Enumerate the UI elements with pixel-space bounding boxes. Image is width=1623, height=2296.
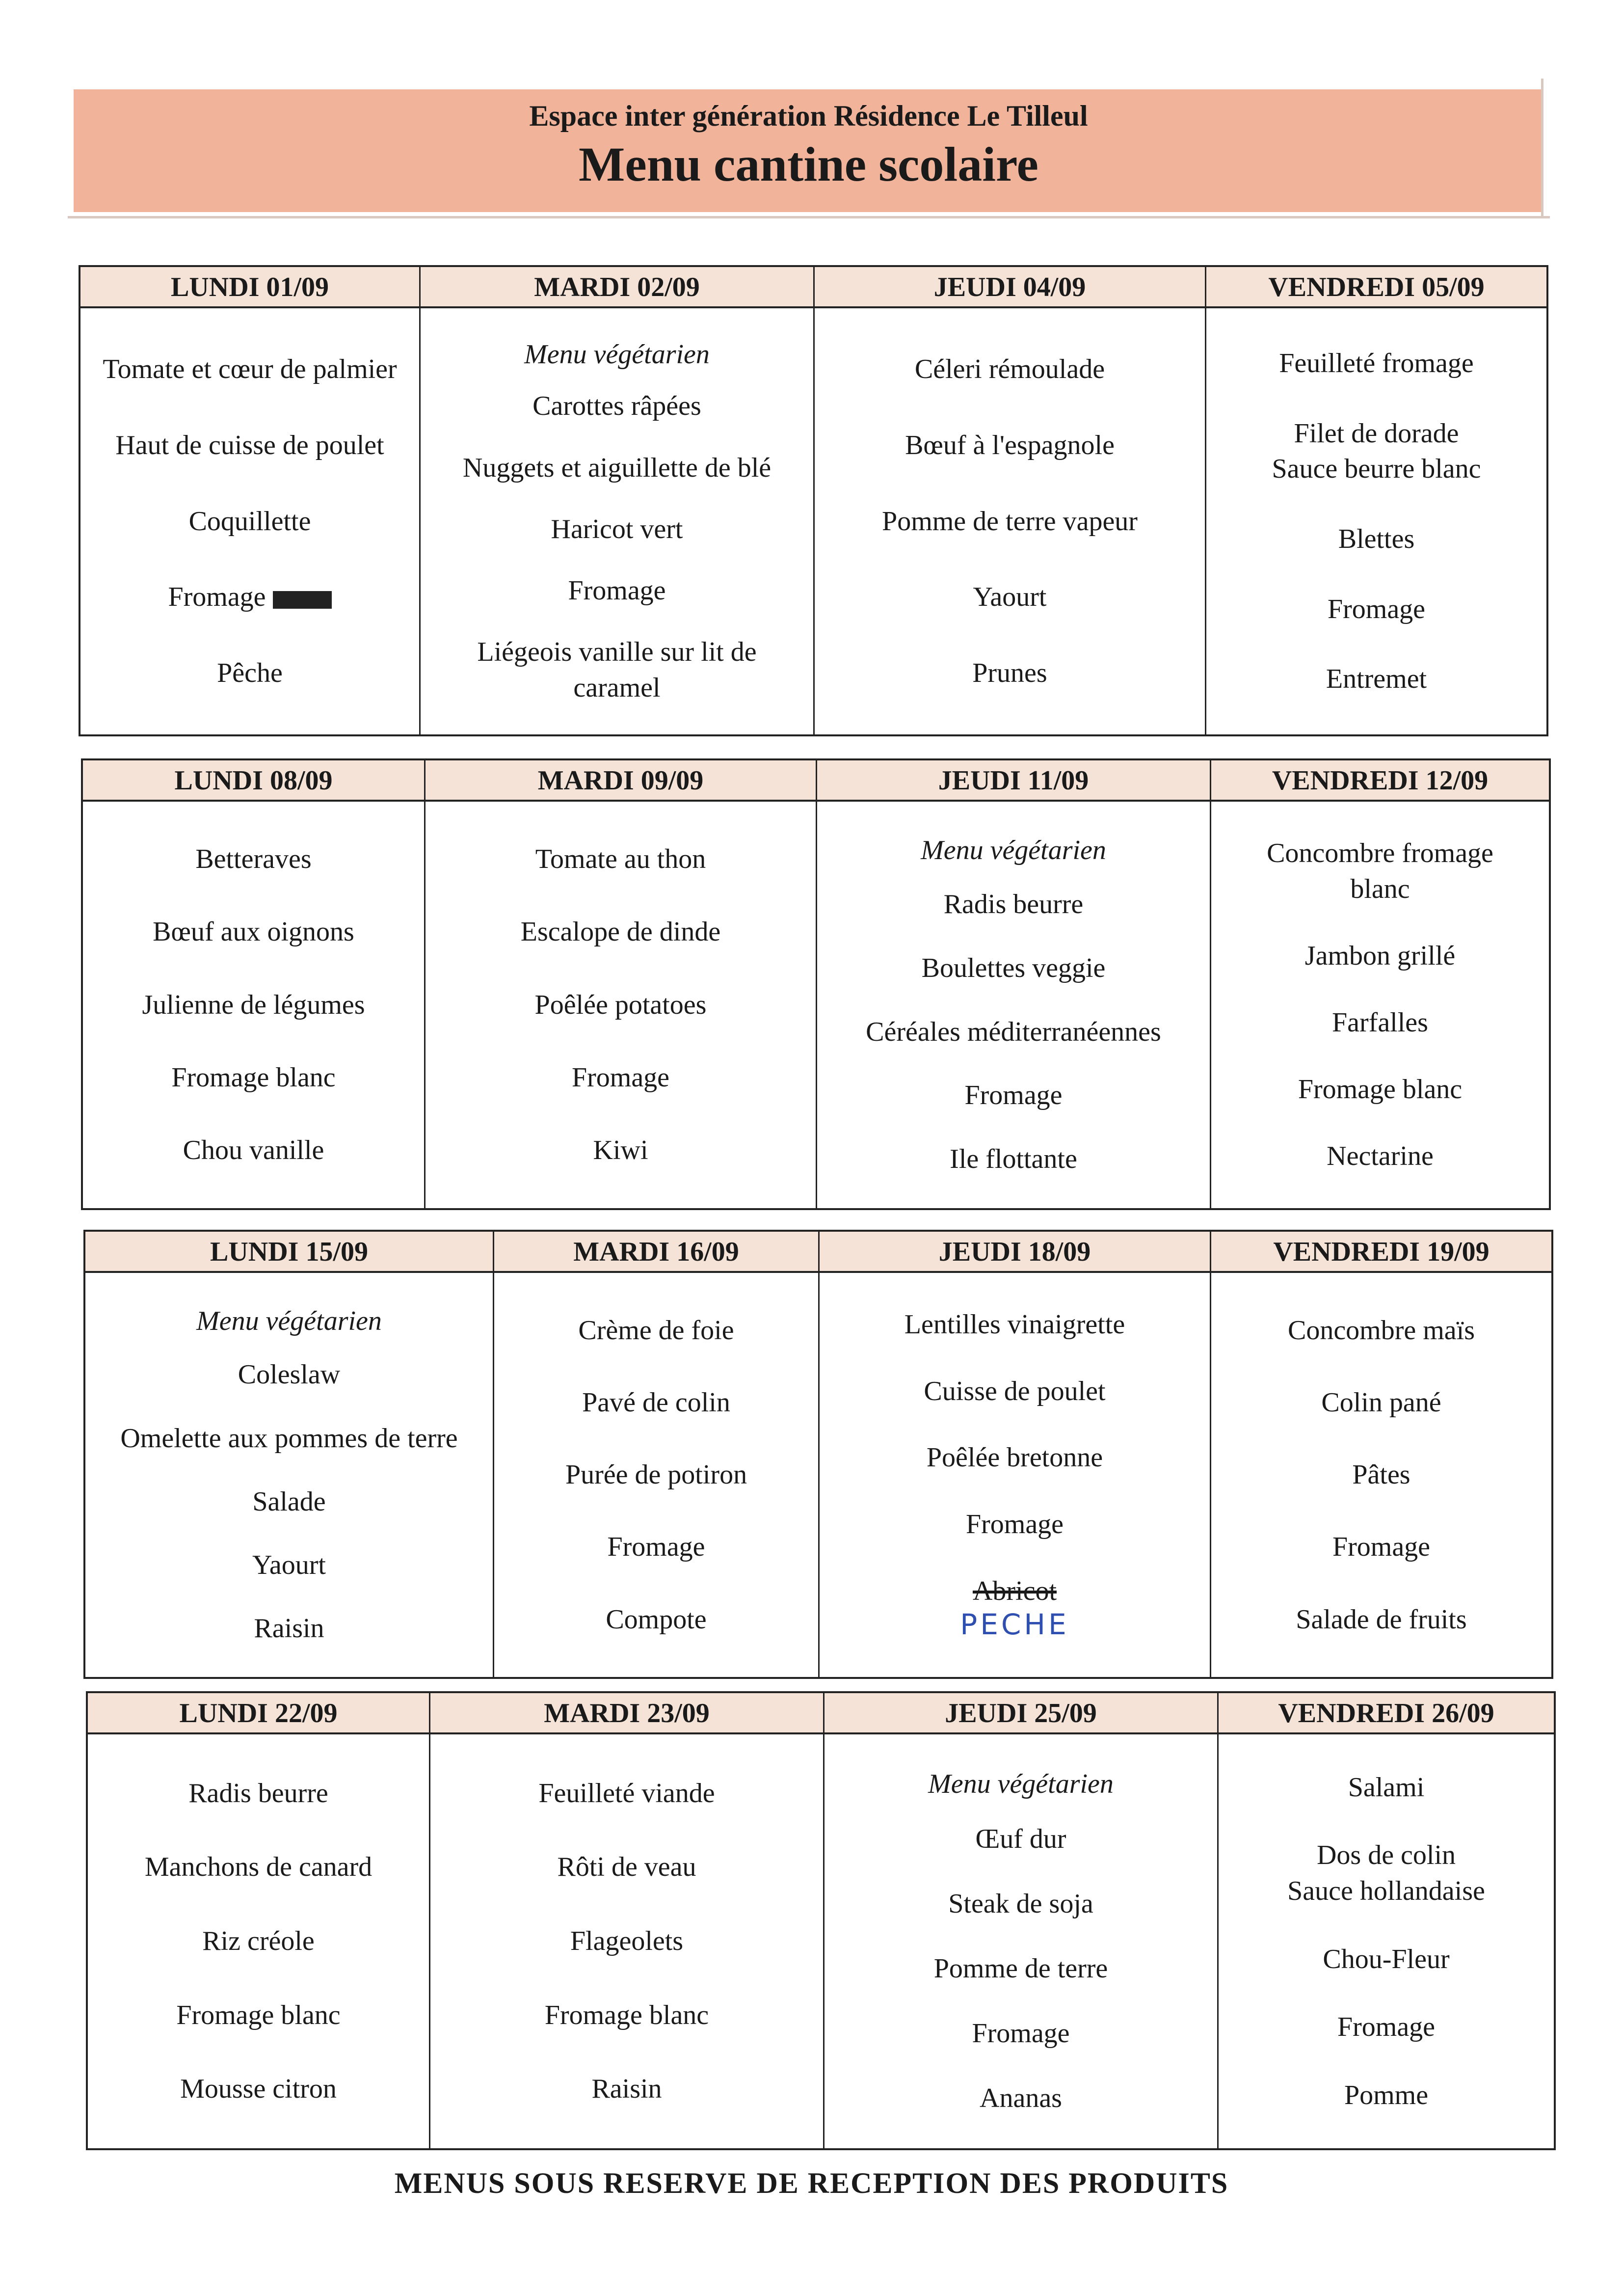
dish: Betteraves: [195, 844, 312, 875]
day-column: [1211, 1232, 1551, 1677]
day-header: MARDI 09/09: [426, 760, 816, 802]
day-header: MARDI 16/09: [494, 1232, 818, 1273]
day-column: [421, 267, 815, 734]
dish: Fromage: [1337, 2012, 1436, 2042]
day-column: [1211, 760, 1549, 1208]
dish: Cuisse de poulet: [924, 1376, 1106, 1406]
day-menu: [421, 308, 813, 734]
dish: Salade: [252, 1486, 326, 1517]
day-menu: [88, 1734, 429, 2148]
day-menu: [1211, 1273, 1551, 1677]
dish: Ananas: [980, 2083, 1062, 2114]
dish: Tomate au thon: [535, 844, 706, 875]
dish: Poêlée potatoes: [534, 989, 707, 1020]
day-header: JEUDI 18/09: [820, 1232, 1210, 1273]
day-column: [817, 760, 1211, 1208]
handwritten-correction: PECHE: [960, 1607, 1069, 1641]
dish: Pêche: [217, 658, 283, 689]
dish: Feuilleté fromage: [1279, 348, 1474, 378]
dish: Fromage blanc: [1298, 1074, 1463, 1105]
dish: Haricot vert: [551, 513, 683, 544]
day-header: MARDI 23/09: [430, 1693, 823, 1734]
day-menu: [85, 1273, 493, 1677]
day-menu: [80, 308, 419, 734]
dish: Fromage: [568, 575, 666, 606]
footer-note: MENUS SOUS RESERVE DE RECEPTION DES PRODUITS: [394, 2167, 1229, 2199]
dish: Pâtes: [1352, 1459, 1410, 1490]
week-4-table: [86, 1691, 1556, 2150]
day-menu: [815, 308, 1205, 734]
dish: Blettes: [1338, 523, 1415, 554]
day-header: VENDREDI 26/09: [1219, 1693, 1554, 1734]
dish: Chou vanille: [183, 1134, 324, 1165]
dish: Fromage: [1327, 594, 1426, 624]
dish: Fromage blanc: [171, 1062, 336, 1093]
dish: Entremet: [1326, 664, 1427, 695]
dish: Tomate et cœur de palmier: [103, 354, 397, 384]
dish: Pomme: [1344, 2080, 1429, 2110]
dish: Prunes: [972, 658, 1047, 689]
day-column: [825, 1693, 1219, 2148]
dish: Carottes râpées: [532, 391, 701, 422]
day-header: JEUDI 25/09: [825, 1693, 1217, 1734]
dish: Pavé de colin: [582, 1387, 730, 1418]
day-menu: [1211, 802, 1549, 1208]
day-header: LUNDI 22/09: [88, 1693, 429, 1734]
dish: Yaourt: [252, 1549, 326, 1580]
dish: Escalope de dinde: [520, 917, 721, 947]
dish: Ile flottante: [950, 1144, 1077, 1175]
dish: Feuilleté viande: [538, 1778, 715, 1809]
dish: Nuggets et aiguillette de blé: [462, 452, 772, 483]
dish: Radis beurre: [188, 1778, 328, 1809]
dish: Liégeois vanille sur lit de caramel: [477, 637, 757, 703]
dish: Julienne de légumes: [142, 989, 365, 1020]
day-header: JEUDI 11/09: [817, 760, 1210, 802]
day-column: [1206, 267, 1546, 734]
header-banner: [74, 89, 1543, 212]
day-column: [820, 1232, 1211, 1677]
dish: Steak de soja: [948, 1889, 1093, 1919]
day-column: [426, 760, 817, 1208]
day-header: MARDI 02/09: [421, 267, 813, 308]
day-column: [815, 267, 1206, 734]
dish: Fromage: [607, 1532, 705, 1563]
dish: Flageolets: [570, 1926, 684, 1957]
day-column: [494, 1232, 820, 1677]
day-menu: [494, 1273, 818, 1677]
dish: Radis beurre: [943, 889, 1084, 919]
day-menu: [825, 1734, 1217, 2148]
day-column: [85, 1232, 494, 1677]
dish: Pomme de terre: [933, 1953, 1108, 1984]
dish: Concombre maïs: [1287, 1315, 1475, 1346]
dish: Fromage blanc: [176, 1999, 341, 2030]
dish: Filet de dorade Sauce beurre blanc: [1272, 418, 1481, 485]
day-menu: [1219, 1734, 1554, 2148]
dish: Céréales méditerranéennes: [866, 1016, 1161, 1047]
dish: Fromage: [168, 582, 266, 613]
dish: Œuf dur: [975, 1824, 1066, 1855]
day-menu: [820, 1273, 1210, 1677]
dish: Céleri rémoulade: [914, 354, 1105, 384]
dish-corrected: [960, 1573, 1069, 1643]
dish: Rôti de veau: [557, 1852, 696, 1883]
dish: Lentilles vinaigrette: [904, 1309, 1125, 1340]
dish: Fromage: [1332, 1532, 1431, 1563]
week-3-table: [83, 1230, 1553, 1679]
dish: Bœuf à l'espagnole: [905, 430, 1115, 460]
week-2-table: [81, 758, 1551, 1210]
dish: Manchons de canard: [144, 1852, 372, 1883]
day-menu: [1206, 308, 1546, 734]
week-1-table: [79, 265, 1548, 736]
struck-dish: Abricot: [972, 1575, 1057, 1606]
dish: Chou-Fleur: [1323, 1944, 1450, 1974]
dish: Crème de foie: [578, 1315, 734, 1346]
dish-with-redaction: [168, 579, 331, 615]
day-header: VENDREDI 19/09: [1211, 1232, 1551, 1273]
dish: Raisin: [591, 2074, 662, 2105]
day-header: VENDREDI 12/09: [1211, 760, 1549, 802]
dish: Fromage blanc: [544, 1999, 709, 2030]
dish: Raisin: [254, 1613, 324, 1644]
menu-tag: Menu végétarien: [928, 1769, 1114, 1800]
dish: Colin pané: [1321, 1387, 1441, 1418]
dish: Salade de fruits: [1296, 1604, 1467, 1635]
day-menu: [83, 802, 424, 1208]
dish: Nectarine: [1327, 1141, 1434, 1171]
page-subtitle: Espace inter génération Résidence Le Tilleul: [529, 100, 1088, 132]
day-column: [430, 1693, 825, 2148]
day-menu: [817, 802, 1210, 1208]
day-menu: [426, 802, 816, 1208]
dish: Salami: [1348, 1772, 1425, 1803]
day-menu: [430, 1734, 823, 2148]
dish: Kiwi: [593, 1134, 648, 1165]
day-column: [83, 760, 426, 1208]
dish: Farfalles: [1332, 1007, 1428, 1038]
day-header: LUNDI 01/09: [80, 267, 419, 308]
dish: Omelette aux pommes de terre: [120, 1423, 458, 1454]
dish: Fromage: [964, 1080, 1063, 1111]
dish: Jambon grillé: [1304, 941, 1456, 971]
page-title: Menu cantine scolaire: [579, 137, 1038, 191]
dish: Fromage: [972, 2018, 1070, 2049]
day-header: LUNDI 08/09: [83, 760, 424, 802]
dish: Dos de colin Sauce hollandaise: [1287, 1840, 1485, 1906]
menu-tag: Menu végétarien: [524, 339, 710, 370]
day-header: LUNDI 15/09: [85, 1232, 493, 1273]
dish: Concombre fromage blanc: [1267, 838, 1493, 904]
dish: Boulettes veggie: [921, 952, 1106, 983]
dish: Compote: [606, 1604, 707, 1635]
header-divider: [68, 216, 1550, 218]
dish: Mousse citron: [180, 2074, 337, 2105]
dish: Fromage: [571, 1062, 670, 1093]
day-column: [80, 267, 421, 734]
day-column: [1219, 1693, 1554, 2148]
dish: Purée de potiron: [565, 1459, 747, 1490]
dish: Yaourt: [973, 582, 1047, 613]
dish: Bœuf aux oignons: [153, 917, 354, 947]
menu-tag: Menu végétarien: [921, 835, 1106, 866]
menu-tag: Menu végétarien: [196, 1306, 382, 1337]
day-column: [88, 1693, 430, 2148]
dish: Haut de cuisse de poulet: [115, 430, 384, 460]
dish: Poêlée bretonne: [926, 1442, 1103, 1473]
day-header: JEUDI 04/09: [815, 267, 1205, 308]
dish: Riz créole: [202, 1926, 315, 1957]
dish: Coleslaw: [238, 1359, 341, 1390]
day-header: VENDREDI 05/09: [1206, 267, 1546, 308]
header-divider-side: [1541, 79, 1543, 218]
dish: Pomme de terre vapeur: [882, 506, 1138, 537]
dish: Coquillette: [188, 506, 311, 537]
redaction-mark: [273, 591, 332, 609]
dish: Fromage: [965, 1509, 1064, 1540]
